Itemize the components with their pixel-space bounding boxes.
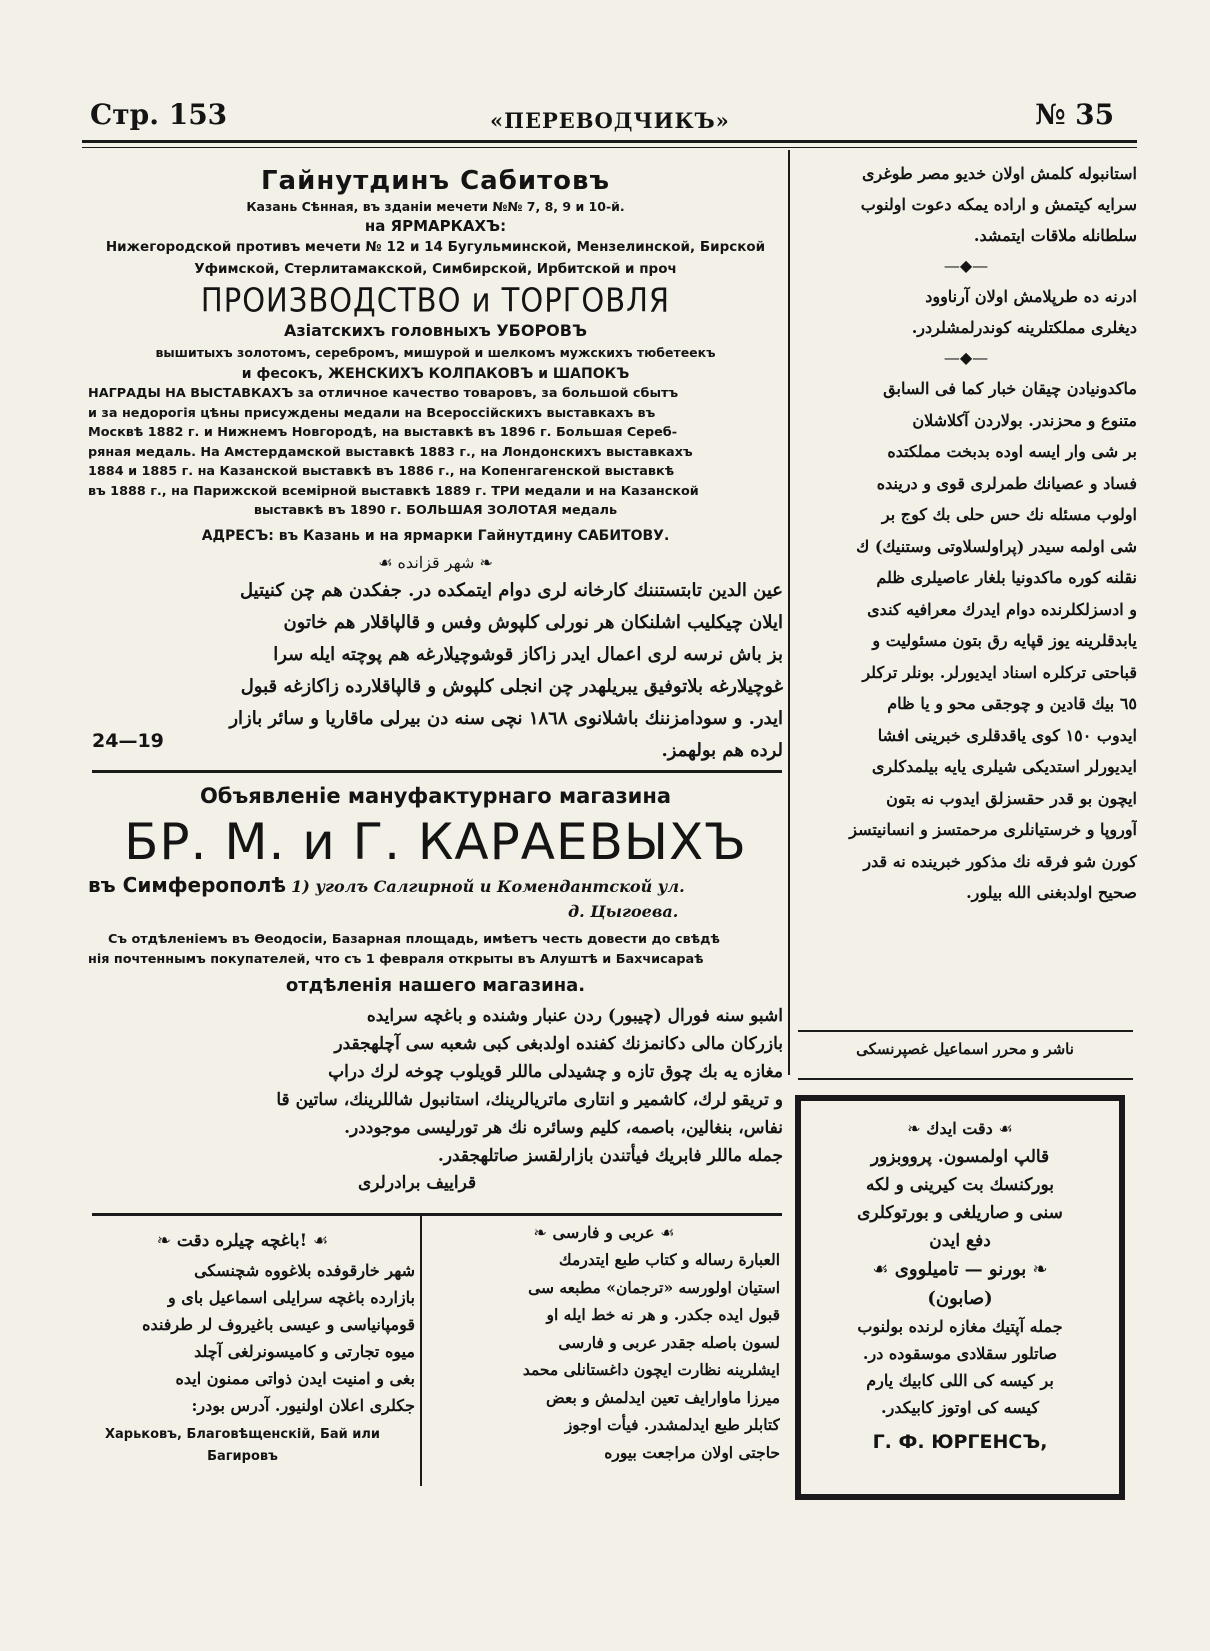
sabitov-line2-1: и фесокъ, ЖЕНСКИХЪ КОЛПАКОВЪ и ШАПОКЪ (241, 366, 630, 382)
news-line: ٦٥ بيك قادين و چوجقى محو و يا ظام (887, 694, 1137, 713)
news-line: فساد و عصيانك طمرلرى قوى و درينده (876, 473, 1137, 493)
garden-line: بغى و امنيت ايدن ذواتى ممنون ايده (175, 1369, 415, 1388)
award-line: въ 1888 г., на Парижской всемірной выставкѣ 1889 г. ТРИ медали и на Казанской (88, 483, 699, 499)
karaev-addr1: 1) уголъ Салгирной и Комендантской ул. (291, 877, 685, 896)
print-line: لسون باصله جقدر عربى و فارسى (558, 1332, 780, 1352)
tt-line: ايلان چيكليب اشلنكان هر نورلى كلپوش وفس و قالپاقلار هم خاتون (283, 611, 783, 633)
news-line: يابدقلرينه يوز قپايه رق بتون مسئوليت و (872, 631, 1137, 650)
news-line: صحيح اولدبغنى الله بيلور. (966, 883, 1137, 902)
jurgens-body (813, 1143, 1107, 1255)
print-head (428, 1220, 780, 1246)
garden-head (70, 1225, 415, 1257)
sabitov-line-0: Казань Сѣнная, въ зданіи мечети №№ 7, 8, 9 и 10-й. (246, 199, 625, 214)
sabitov-code: 24—19 (92, 730, 164, 752)
jurgens-line: جمله آپتيك مغازه لرنده بولنوب (857, 1317, 1063, 1336)
sabitov-name: Гайнутдинъ Сабитовъ (260, 166, 610, 196)
page-number: Стр. 153 (90, 98, 228, 131)
news-line: ماكدونيادن چيقان خبار كما فى السابق (883, 379, 1137, 398)
sabitov-subhead: Азіатскихъ головныхъ УБОРОВЪ (283, 321, 587, 340)
garden-line: شهر خارقوفده بلاغووه شچنسكى (194, 1261, 415, 1280)
tt-line: مغازه يه بك چوق تازه و چشيدلى ماللر قويلوب چوخه لرك دراپ (328, 1062, 783, 1082)
news-line: بر شى وار ايسه اوده بدبخت مملكتده (887, 442, 1137, 461)
karaev-intro: Объявленіе мануфактурнаго магазина (199, 784, 672, 808)
ornament-icon: ❧ (533, 1223, 553, 1242)
section-rule (92, 1213, 782, 1216)
ornament-icon: ☙ (307, 1231, 329, 1251)
news-line: اولوب مسئله نك حس حلى بك كوج بر (881, 505, 1137, 524)
column-divider (788, 150, 790, 1075)
garden-advertisement (70, 1225, 415, 1485)
garden-addr1: Харьковъ, Благовѣщенскій, Бай или (104, 1427, 381, 1442)
tt-line: ايدر. و سودامزننك باشلانوى ١٨٦٨ نچى سنه دن بيرلى ماقاريا و سائر بازار (229, 707, 783, 729)
jurgens-product (813, 1255, 1107, 1285)
tt-line: بز باش نرسه لرى اعمال ايدر زاكاز قوشوچيلارغه هم پوچته ايله سرا (273, 643, 783, 665)
publisher-rule (798, 1030, 1133, 1032)
separator-icon: —◆— (943, 256, 989, 275)
karaev-branches: отдѣленія нашего магазина. (285, 975, 586, 996)
jurgens-line: دفع ايدن (929, 1231, 991, 1251)
karaev-addr2: д. Цыгоева. (568, 902, 679, 921)
ornament-icon: ❧ (907, 1119, 927, 1138)
jurgens-line: صاتلور سقلادى موسقوده در. (862, 1344, 1058, 1363)
print-line: ايشلرينه نظارت ايچون داغستانلى محمد (522, 1360, 780, 1379)
tt-line: غوچيلارغه بلاتوفيق يبريلهدر چن انجلى كلپوش و قالپاقلارده زاكازغه قبول (240, 675, 783, 697)
jurgens-line: بر كيسه كى اللى كابيك يارم (866, 1371, 1054, 1390)
ornament-icon: ☙ (654, 1223, 675, 1242)
sabitov-advertisement (88, 165, 783, 765)
sabitov-line-2: Нижегородской противъ мечети № 12 и 14 Бугульминской, Мензелинской, Бирской (105, 239, 766, 255)
garden-line: ميوه تجارتى و كاميسونرلغى آچلد (194, 1342, 415, 1361)
award-line: и за недорогія цѣны присуждены медали на Всероссійскихъ выставкахъ въ (88, 405, 656, 421)
ornament-icon: ☙ (992, 1119, 1013, 1138)
karaev-text (88, 930, 783, 970)
news-line: ادرنه ده طرپلامش اولان آرناوود (925, 287, 1137, 306)
sabitov-headline: ПРОИЗВОДСТВО и ТОРГОВЛЯ (200, 280, 671, 320)
jurgens-line: سنى و صاريلغى و بورتوكلرى (857, 1203, 1063, 1223)
news-line: شى اولمه سيدر (پراولسلاوتى وستنيك) ك (856, 536, 1137, 556)
jurgens-line: بوركنسك بت كيرينى و لكه (865, 1175, 1055, 1195)
news-line: سرايه كيتمش و اراده يمكه دعوت اولنوب (860, 195, 1137, 214)
header-rule (82, 140, 1137, 143)
print-line: قبول ايده جكدر. و هر نه خط ايله او (546, 1305, 780, 1324)
news-p1 (795, 158, 1137, 251)
sabitov-awards (88, 384, 783, 521)
print-body (428, 1246, 780, 1466)
jurgens-head-text: دقت ايدك (926, 1119, 993, 1138)
news-line: استانبوله كلمش اولان خديو مصر طوغرى (861, 164, 1137, 183)
tt-line: بازركان مالى دكانمزنك كفنده اولدبغى كبى شعبه سى آچلهجقدر (334, 1034, 783, 1054)
tt-line: عين الدين تابتستننك كارخانه لرى دوام ايتمكده در. جفكدن هم چن كنيتيل (240, 579, 783, 601)
publisher-line: ناشر و محرر اسماعيل غصپرنسكى (856, 1040, 1074, 1058)
karaev-name: БР. М. и Г. КАРАЕВЫХЪ (124, 813, 747, 871)
sabitov-tt-body (88, 575, 783, 766)
jurgens-head (813, 1115, 1107, 1143)
news-line: آوروپا و خرستيانلرى مرحمتسز و انسانيتسز (849, 820, 1137, 839)
print-line: كتابلر طبع ايدلمشدر. فيأت اوجوز (564, 1415, 780, 1434)
ornament-icon: ☙ (378, 552, 398, 572)
section-rule (92, 770, 782, 773)
print-line: استيان اولورسه «ترجمان» مطبعه سى (528, 1277, 780, 1297)
garden-line: بازارده باغچه سرايلى اسماعيل باى و (168, 1288, 415, 1307)
news-line: ديغلرى مملكتلرينه كوندرلمشلردر. (911, 318, 1137, 337)
tt-line: و تريقو لرك، كاشمير و انتارى ماتريالرينك، استانبول شاللرينك، ساتين قا (276, 1090, 783, 1110)
ornament-icon: ❧ (1026, 1259, 1048, 1280)
karaev-city: въ Симферополѣ (88, 873, 287, 897)
award-line: выставкѣ въ 1890 г. БОЛЬШАЯ ЗОЛОТАЯ медаль (253, 503, 618, 518)
ornament-icon: ☙ (872, 1259, 895, 1280)
karaev-address-line (88, 872, 783, 900)
news-line: متنوع و محزندر. بولاردن آكلاشلان (912, 410, 1137, 430)
news-line: قباحتى تركلره اسناد ايديورلر. بونلر تركلر (862, 662, 1137, 682)
award-line: НАГРАДЫ НА ВЫСТАВКАХЪ за отличное качество товаровъ, за большой сбытъ (88, 386, 679, 401)
tt-line: لرده هم بولهمز. (661, 739, 783, 761)
jurgens-body2 (813, 1313, 1107, 1421)
award-line: Москвѣ 1882 г. и Нижнемъ Новгородѣ, на выставкѣ въ 1896 г. Большая Сереб- (88, 425, 678, 440)
karaev-advertisement (88, 780, 783, 1205)
karaev-text-line: нія почтеннымъ покупателей, что съ 1 февраля открыты въ Алуштѣ и Бахчисараѣ (88, 952, 704, 967)
print-line: العبارة رساله و كتاب طبع ايتدرمك (558, 1250, 780, 1269)
tt-head-text: شهر قزانده (397, 552, 475, 572)
print-advertisement (428, 1220, 780, 1480)
karaev-sign: قراييف برادرلرى (358, 1173, 477, 1193)
print-line: حاجتى اولان مراجعت بيوره (604, 1442, 780, 1462)
news-line: ايديورلر استديكى شيلرى يايه بيلمدكلرى (871, 757, 1137, 776)
news-line: و ادسزلكلرنده دوام ايدرك معرافيه كندى (867, 599, 1137, 619)
jurgens-product2: (صابون) (927, 1288, 993, 1309)
jurgens-line: كيسه كى اوتوز كابيكدر. (881, 1398, 1039, 1417)
news-line: كورن شو فرقه نك مذكور خبرينده نه قدر (863, 851, 1137, 871)
garden-line: جكلرى اعلان اولنيور. آدرس بودر: (191, 1396, 415, 1415)
sabitov-address: АДРЕСЪ: въ Казань и на ярмарки Гайнутдину САБИТОВУ. (201, 527, 670, 544)
jurgens-line: قالپ اولمسون. پرووبزور (870, 1147, 1050, 1167)
sabitov-line2-0: вышитыхъ золотомъ, серебромъ, мишурой и шелкомъ мужскихъ тюбетеекъ (155, 345, 716, 360)
karaev-tt-body (88, 1002, 783, 1170)
column-divider (420, 1216, 422, 1486)
jurgens-advertisement (795, 1095, 1125, 1500)
news-p2 (795, 281, 1137, 343)
news-line: سلطانله ملاقات ايتمشد. (973, 226, 1137, 245)
news-line: ايچون بو قدر حقسزلق ايدوب نه بتون (886, 788, 1137, 808)
right-column-news (795, 158, 1137, 1028)
award-line: ряная медаль. На Амстердамской выставкѣ 1883 г., на Лондонскихъ выставкахъ (88, 444, 693, 460)
news-line: نقلنه كوره ماكدونيا بلغار عاصيلرى ظلم (876, 568, 1137, 587)
newspaper-title: «ПЕРЕВОДЧИКЪ» (490, 108, 730, 133)
garden-body (70, 1257, 415, 1419)
award-line: 1884 и 1885 г. на Казанской выставкѣ въ 1886 г., на Копенгагенской выставкѣ (88, 464, 675, 479)
jurgens-product-text: بورنو — تاميلووى (894, 1259, 1027, 1280)
print-line: ميرزا ماوارايف تعين ايدلمش و بعض (545, 1387, 780, 1407)
sabitov-tt-head (88, 551, 783, 575)
ornament-icon: ❧ (474, 552, 493, 572)
separator-icon: —◆— (943, 348, 989, 367)
news-p3 (795, 373, 1137, 909)
ornament-icon: ❧ (156, 1231, 177, 1251)
karaev-text-line: Съ отдѣленіемъ въ Ѳеодосіи, Базарная площадь, имѣетъ честь довести до свѣдѣ (108, 932, 720, 947)
jurgens-sign: Г. Ф. ЮРГЕНСЪ, (872, 1431, 1048, 1453)
tt-line: اشبو سنه فورال (چيبور) ردن عنبار وشنده و باغچه سرايده (366, 1006, 783, 1026)
tt-line: جمله ماللر فابريك فيأتندن بازارلقسز صاتلهجقدر. (437, 1146, 783, 1166)
sabitov-line-3: Уфимской, Стерлитамакской, Симбирской, Ирбитской и проч (194, 261, 677, 277)
garden-line: قومپانياسى و عيسى باغيروف لر طرفنده (142, 1315, 415, 1334)
issue-number: № 35 (1035, 98, 1115, 131)
garden-addr2: Багировъ (207, 1449, 278, 1464)
sabitov-line-1: на ЯРМАРКАХЪ: (364, 217, 507, 235)
header-rule-thin (82, 147, 1137, 148)
publisher-rule (798, 1078, 1133, 1080)
print-head-text: عربى و فارسى (552, 1223, 655, 1242)
news-line: ايدوب ١٥٠ كوى ياقدقلرى خبرينى افشا (877, 725, 1137, 745)
tt-line: نفاس، بنغالين، باصمه، كليم وسائره نك هر تورليسى موجوددر. (344, 1118, 783, 1138)
garden-head-text: باغچه چيلره دقت! (176, 1231, 308, 1251)
